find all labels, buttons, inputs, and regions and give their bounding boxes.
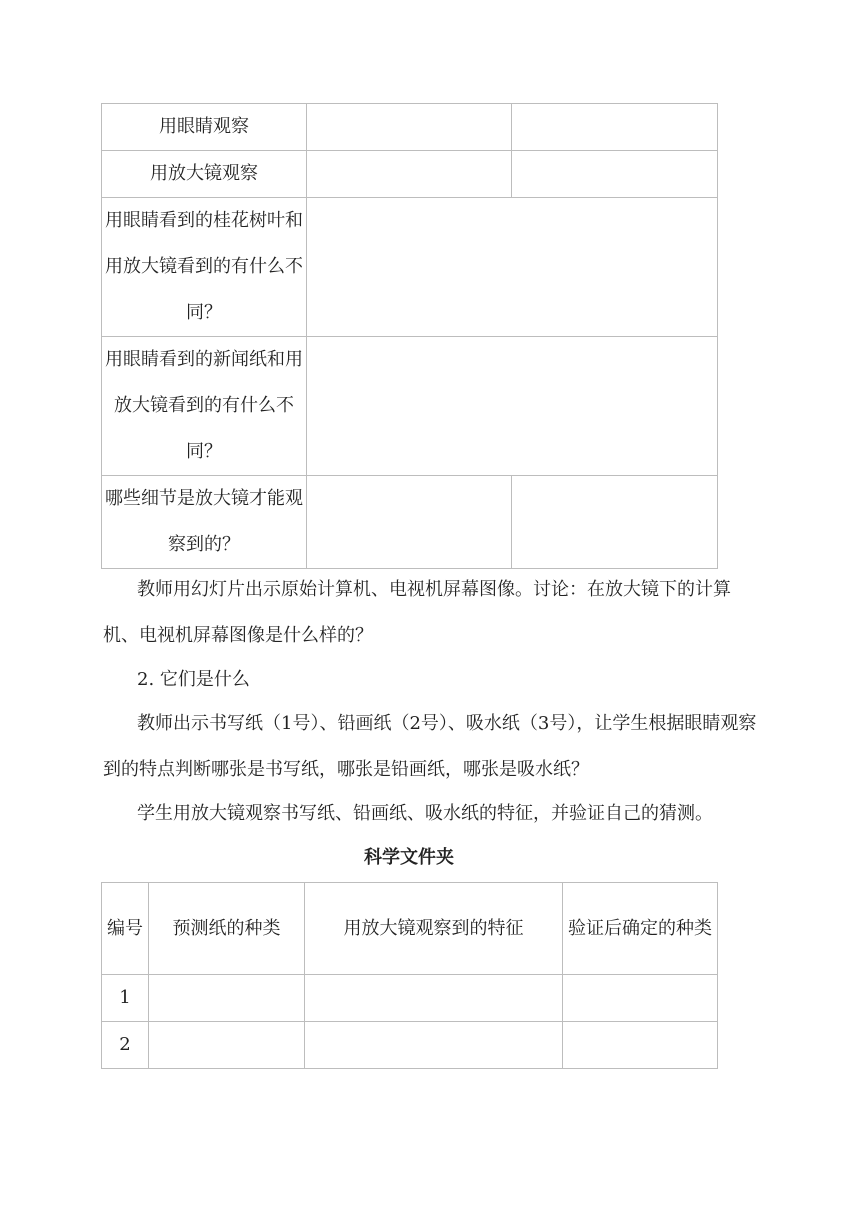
table-row	[102, 1022, 718, 1069]
row-label-magnifier: 用放大镜观察	[102, 151, 307, 198]
paragraph-text: 教师用幻灯片出示原始计算机、电视机屏幕图像。讨论：在放大镜下的计算机、电视机屏幕图像是什么样的？	[103, 579, 731, 646]
science-folder-table	[101, 882, 718, 1069]
table-cell	[512, 476, 718, 569]
table-row	[102, 198, 718, 337]
paragraph-text: 教师出示书写纸（1号）、铅画纸（2号）、吸水纸（3号），让学生根据眼睛观察到的特点判断哪张是书写纸，哪张是铅画纸，哪张是吸水纸？	[103, 713, 757, 780]
observation-table	[101, 103, 718, 569]
table-cell	[563, 975, 718, 1022]
table-cell	[307, 198, 718, 337]
table-row	[102, 337, 718, 476]
column-header: 验证后确定的种类	[563, 883, 718, 975]
column-header: 用放大镜观察到的特征	[305, 883, 563, 975]
section-heading-what-are-they	[103, 657, 763, 703]
paragraph-student-observation	[103, 791, 763, 837]
table-cell	[307, 151, 512, 198]
row-number: 1	[102, 975, 149, 1022]
row-label-newspaper-difference: 用眼睛看到的新闻纸和用放大镜看到的有什么不同？	[102, 337, 307, 476]
row-label-details: 哪些细节是放大镜才能观察到的？	[102, 476, 307, 569]
paragraph-text: 2. 它们是什么	[137, 669, 250, 690]
table-cell	[563, 1022, 718, 1069]
table-cell	[512, 151, 718, 198]
table-cell	[307, 476, 512, 569]
paragraph-screen-discussion	[103, 567, 763, 659]
table-cell	[149, 975, 305, 1022]
paragraph-text: 学生用放大镜观察书写纸、铅画纸、吸水纸的特征，并验证自己的猜测。	[137, 803, 713, 824]
row-label-leaf-difference: 用眼睛看到的桂花树叶和用放大镜看到的有什么不同？	[102, 198, 307, 337]
table-cell	[149, 1022, 305, 1069]
column-header: 预测纸的种类	[149, 883, 305, 975]
table-cell	[307, 104, 512, 151]
table-cell	[307, 337, 718, 476]
row-label-eyes: 用眼睛观察	[102, 104, 307, 151]
table-header-row	[102, 883, 718, 975]
table-title: 科学文件夹	[364, 847, 454, 868]
table-cell	[305, 1022, 563, 1069]
paragraph-paper-types	[103, 701, 763, 793]
table-row	[102, 975, 718, 1022]
table-row	[102, 104, 718, 151]
table-cell	[305, 975, 563, 1022]
table-row	[102, 151, 718, 198]
row-number: 2	[102, 1022, 149, 1069]
column-header: 编号	[102, 883, 149, 975]
table-cell	[512, 104, 718, 151]
table-row	[102, 476, 718, 569]
